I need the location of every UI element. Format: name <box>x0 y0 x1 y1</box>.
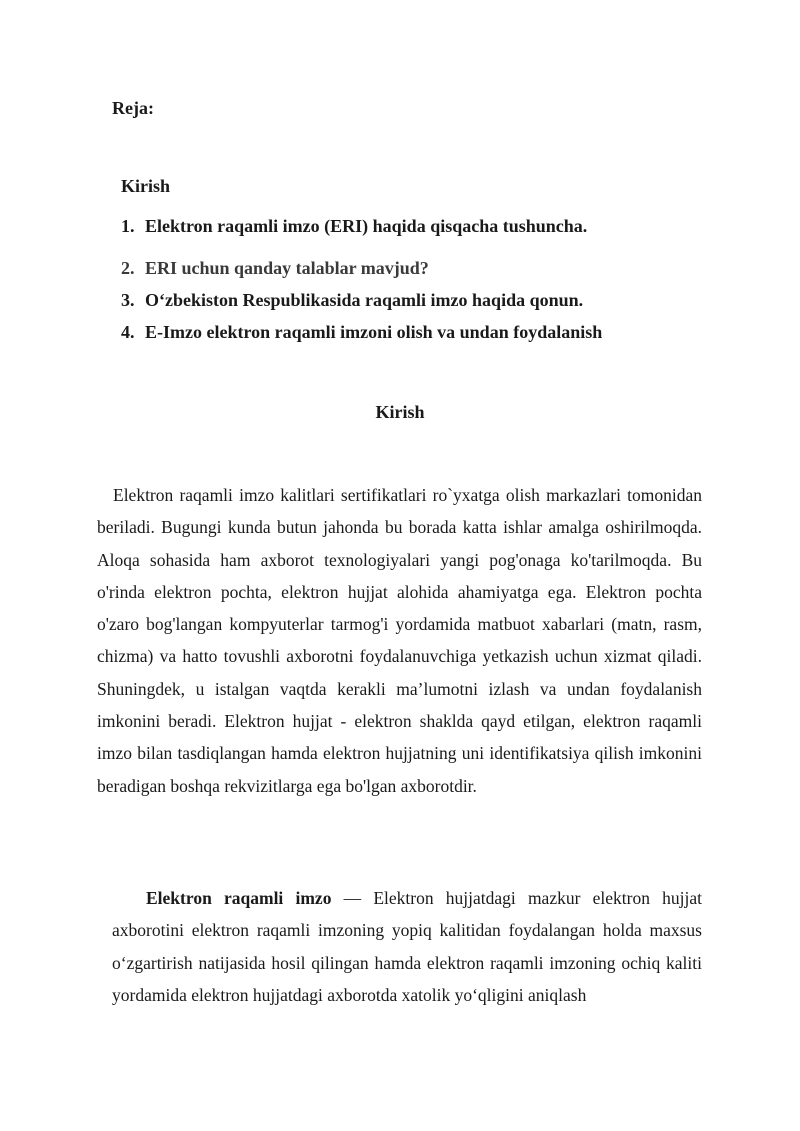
plan-item-number: 1. <box>121 216 135 236</box>
plan-item-2 <box>121 258 429 279</box>
plan-item-number: 2. <box>121 258 135 278</box>
plan-item-number: 3. <box>121 290 135 310</box>
plan-item-text: ERI uchun qanday talablar mavjud? <box>145 258 429 278</box>
plan-intro-item: Kirish <box>121 176 171 196</box>
plan-item-3 <box>121 290 583 311</box>
definition-term: Elektron raqamli imzo <box>146 888 332 908</box>
plan-item-4 <box>121 322 602 343</box>
plan-item-text: E-Imzo elektron raqamli imzoni olish va undan foydalanish <box>145 322 603 342</box>
intro-paragraph: Elektron raqamli imzo kalitlari sertifikatlari ro`yxatga olish markazlari tomonidan beriladi. Bugungi kunda butun jahonda bu borada katta ishlar amalga oshirilmoqda. Aloqa sohasida ham axborot texnologiyalari yangi pog'onaga ko'tarilmoqda. Bu o'rinda elektron pochta, elektron hujjat alohida ahamiyatga ega. Elektron pochta o'zaro bog'langan kompyuterlar tarmog'i yordamida matbuot xabarlari (matn, rasm, chizma) va hatto tovushli axborotni foydalanuvchiga yetkazish uchun xizmat qiladi. Shuningdek, u istalgan vaqtda kerakli ma’lumotni izlash va undan foydalanish imkonini beradi. Elektron hujjat - elektron shaklda qayd etilgan, elektron raqamli imzo bilan tasdiqlangan hamda elektron hujjatning uni identifikatsiya qilish imkonini beradigan boshqa rekvizitlarga ega bo'lgan axborotdir. <box>97 485 702 796</box>
plan-item-number: 4. <box>121 322 135 342</box>
definition-paragraph <box>112 882 702 1011</box>
plan-heading: Reja: <box>112 98 154 118</box>
definition-text: — Elektron hujjatdagi mazkur elektron hujjat axborotini elektron raqamli imzoning yopiq kalitidan foydalangan holda maxsus o‘zgartirish natijasida hosil qilingan hamda elektron raqamli imzoning ochiq kaliti yordamida elektron hujjatdagi axborotda xatolik yo‘qligini aniqlash <box>112 888 702 1005</box>
plan-item-text: Elektron raqamli imzo (ERI) haqida qisqacha tushuncha. <box>145 216 588 236</box>
plan-item-1 <box>121 216 587 237</box>
plan-item-text: O‘zbekiston Respublikasida raqamli imzo haqida qonun. <box>145 290 584 310</box>
section-title: Kirish <box>375 402 425 422</box>
